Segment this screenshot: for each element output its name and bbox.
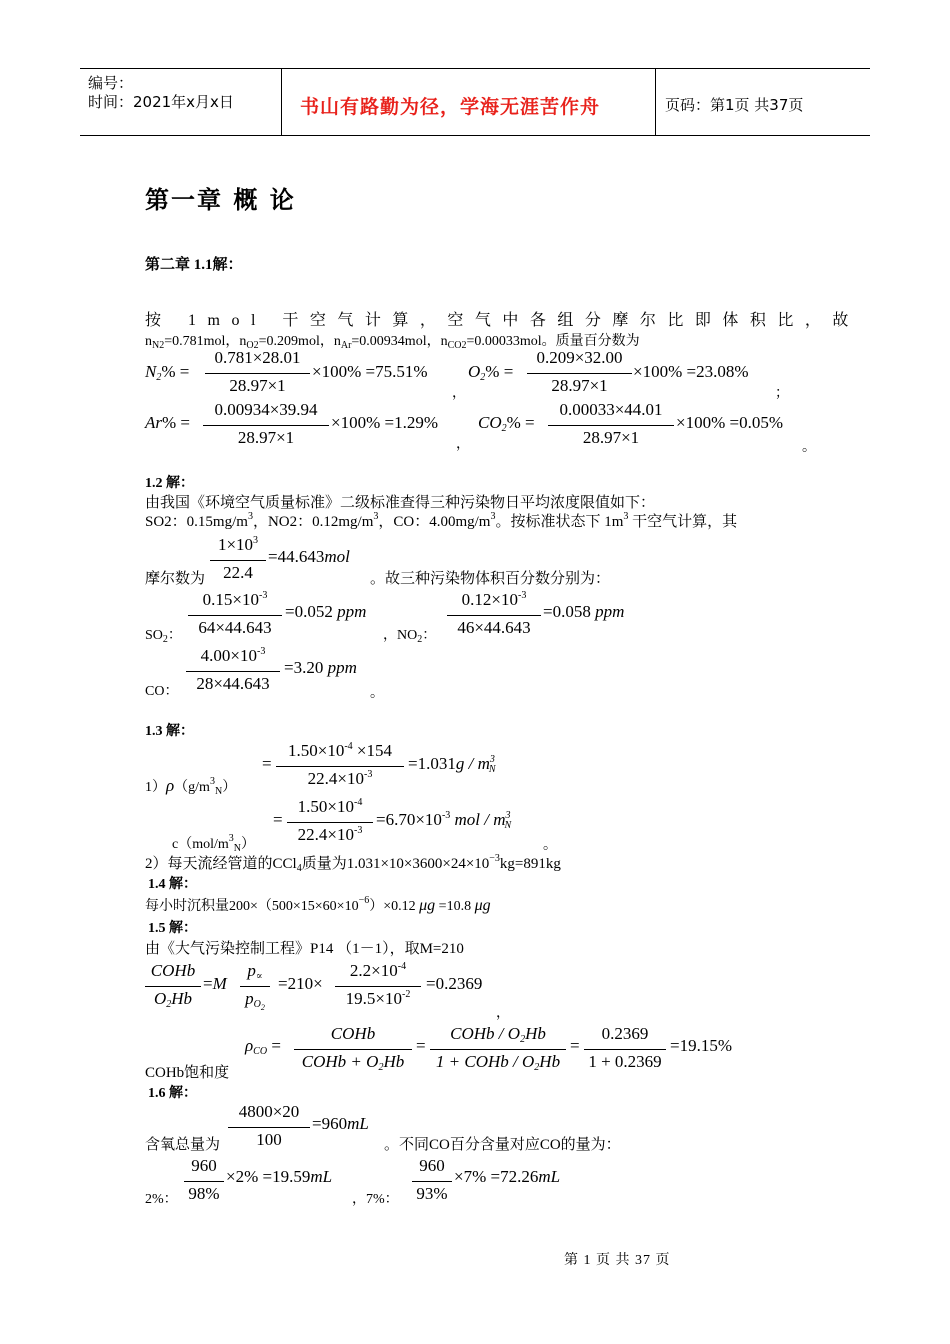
s12-line2: SO2：$0.15mg/m^3$，NO2：$0.12mg/m^3$，CO：$4.00mg/m^3$。按标准状态下 $1m^3$ 干空气计算，其: [145, 511, 738, 530]
fraction-bar: [184, 1181, 224, 1182]
eq-co-rhs: =3.20 ppm: [284, 658, 357, 677]
eq-equals: =: [262, 754, 272, 773]
punct-comma: ，: [452, 386, 466, 401]
eq-c-rhs: $=6.70\times 10^{-3}$ mol / $m^3_N$: [376, 810, 512, 831]
s13-title: 1.3 解：: [145, 724, 194, 739]
eq-oxy-numerator: 4800×20: [238, 1102, 300, 1121]
eq-p2-denominator: 98%: [188, 1184, 220, 1203]
s16-title: 1.6 解：: [148, 1086, 197, 1101]
eq-so2-denominator: 64×44.643: [198, 618, 272, 637]
fraction-bar: [203, 425, 329, 426]
s16-oxy-label: 含氧总量为: [145, 1137, 221, 1153]
fraction-bar: [430, 1049, 566, 1050]
s11-intro: 按 1mol 干空气计算，空气中各组分摩尔比即体积比，故: [145, 312, 860, 329]
fraction-bar: [527, 373, 632, 374]
punct-comma: ，: [456, 437, 470, 452]
eq-n2-denominator: 28.97×1: [229, 376, 286, 395]
s13-c-label: $c(mol/m^3_N)$: [172, 833, 256, 854]
eq-p7-fraction: [412, 1156, 452, 1208]
eq-equals: =: [570, 1036, 580, 1055]
eq-equals: =: [273, 810, 283, 829]
eq-n2-numerator: 0.781×28.01: [214, 348, 301, 367]
s15-sat-label: COHb饱和度: [145, 1065, 230, 1081]
eq-sat-fraction-1: [294, 1024, 412, 1076]
eq-co-denominator: 28×44.643: [196, 674, 270, 693]
eq-ratio-value-denominator: $19.5\times 10^{-2}$: [345, 989, 411, 1008]
eq-ar-lhs: Ar% =: [145, 413, 190, 432]
fraction-bar: [294, 1049, 412, 1050]
eq-no2-denominator: 46×44.643: [457, 618, 531, 637]
eq-co2-fraction: [548, 400, 674, 452]
eq-molar-denominator: 22.4: [223, 563, 253, 582]
eq-ratio-lhs-denominator: $O_2Hb$: [153, 989, 193, 1010]
eq-oxy-fraction: [228, 1102, 310, 1154]
eq-ratio-value-numerator: $2.2\times 10^{-4}$: [349, 961, 407, 980]
fraction-bar: [276, 766, 404, 767]
eq-rho-rhs: $=1.031g / m^3_N$: [408, 754, 496, 775]
eq-c-numerator: $1.50\times 10^{-4}$: [297, 797, 363, 816]
eq-ar-denominator: 28.97×1: [237, 428, 295, 447]
page-footer: 第 1 页 共 37 页: [564, 1253, 671, 1268]
fraction-bar: [548, 425, 674, 426]
eq-o2-fraction: [527, 348, 632, 400]
eq-co-fraction: [186, 646, 280, 698]
s12-so2-label: $SO_2$：: [145, 628, 182, 645]
eq-molar-numerator: $1\times 10^3$: [217, 535, 259, 554]
eq-rho-numerator: $1.50\times 10^{-4} \times 154$: [287, 741, 393, 760]
eq-no2-numerator: $0.12\times 10^{-3}$: [461, 590, 527, 609]
eq-c-denominator: $22.4\times 10^{-3}$: [297, 825, 363, 844]
eq-sat-fraction-2: [430, 1024, 566, 1076]
s12-title: 1.2 解：: [145, 476, 194, 491]
s14-title: 1.4 解：: [148, 877, 197, 892]
eq-sat-numerator-2: COHb / $O_2Hb$: [450, 1024, 546, 1045]
fraction-bar: [447, 615, 541, 616]
header-divider-left: [281, 68, 282, 136]
eq-p2-numerator: 960: [191, 1156, 217, 1175]
s12-co-label: CO：: [145, 684, 179, 699]
eq-so2-rhs: =0.052 ppm: [285, 602, 367, 621]
eq-ratio-lhs-numerator: COHb: [150, 961, 196, 980]
s13-rho-label: $1)\rho(g/m^3_N)$: [145, 776, 237, 797]
header-divider-right: [655, 68, 656, 136]
eq-ar-fraction: [203, 400, 329, 452]
eq-n2-lhs: $N_2\%$ =: [145, 362, 190, 383]
s12-line1: 由我国《环境空气质量标准》二级标准查得三种污染物日平均浓度限值如下：: [145, 495, 656, 511]
eq-no2-rhs: =0.058 ppm: [543, 602, 625, 621]
eq-sat-denominator-3: 1 + 0.2369: [588, 1052, 662, 1071]
header-page-info: 页码：第1页 共37页: [665, 96, 804, 114]
eq-p2-rhs: ×2% =19.59mL: [226, 1167, 333, 1186]
eq-o2-lhs: $O_2\%$ =: [468, 362, 514, 383]
fraction-bar: [186, 671, 280, 672]
eq-co2-numerator: 0.00033×44.01: [559, 400, 663, 419]
fraction-bar: [205, 373, 310, 374]
eq-sat-numerator-1: COHb: [330, 1024, 376, 1043]
fraction-bar: [584, 1049, 666, 1050]
s13-c-tail: 。: [543, 838, 557, 853]
eq-rho-denominator: $22.4\times 10^{-3}$: [307, 769, 373, 788]
eq-molar-rhs: =44.643mol: [268, 547, 350, 566]
fraction-bar: [145, 986, 201, 987]
fraction-bar: [210, 560, 266, 561]
eq-o2-numerator: 0.209×32.00: [536, 348, 623, 367]
eq-ratio-lhs-fraction: [145, 961, 201, 1013]
eq-oxy-denominator: 100: [256, 1130, 282, 1149]
eq-sat-denominator-1: COHb + $O_2Hb$: [301, 1052, 405, 1073]
s14-line: 每小时沉积量$200\times(500\times 15\times 60\times 10^{-6})\times 0.12$ μg =10.8 μg: [145, 895, 491, 914]
eq-ratio-pressure-fraction: [240, 961, 270, 1013]
eq-ratio-m: =M: [203, 974, 227, 993]
eq-p7-numerator: 960: [419, 1156, 445, 1175]
fraction-bar: [287, 822, 373, 823]
eq-ratio-value-fraction: [335, 961, 421, 1013]
section-title: 第二章 1.1解：: [145, 257, 243, 273]
eq-rho-fraction: [276, 741, 404, 793]
header-bottom-rule: [80, 135, 870, 136]
fraction-bar: [240, 986, 270, 987]
s16-p2-label: 2%：: [145, 1192, 178, 1207]
eq-p7-rhs: ×7% =72.26mL: [454, 1167, 561, 1186]
eq-sat-numerator-3: 0.2369: [601, 1024, 649, 1043]
fraction-bar: [412, 1181, 452, 1182]
s16-p7-label: ，7%：: [352, 1192, 399, 1207]
fraction-bar: [188, 615, 282, 616]
fraction-bar: [228, 1127, 310, 1128]
eq-sat-rhs: =19.15%: [670, 1036, 732, 1055]
s15-line: 由《大气污染控制工程》P14 （1－1），取M=210: [145, 941, 464, 957]
punct-comma: ，: [496, 1006, 510, 1021]
eq-ar-rhs: ×100% =1.29%: [331, 413, 438, 432]
s12-co-tail: 。: [370, 686, 384, 701]
s16-oxy-tail: 。不同CO百分含量对应CO的量为：: [384, 1137, 621, 1153]
eq-o2-denominator: 28.97×1: [551, 376, 608, 395]
eq-no2-fraction: [447, 590, 541, 642]
eq-p7-denominator: 93%: [416, 1184, 448, 1203]
eq-ratio-p-numerator: $p_\propto$: [247, 961, 263, 982]
eq-ratio-rhs: =0.2369: [426, 974, 483, 993]
eq-sat-fraction-3: [584, 1024, 666, 1076]
s13-line2: 2）每天流经管道的CCl$_4$质量为$1.031\times 10\times 3600\times 24\times 10^{-3}kg=891kg$: [145, 853, 561, 874]
eq-c-fraction: [287, 797, 373, 849]
chapter-title: 第一章 概 论: [145, 186, 296, 214]
s12-no2-label: ，$NO_2$：: [383, 628, 437, 645]
fraction-bar: [335, 986, 421, 987]
eq-n2-rhs: ×100% =75.51%: [312, 362, 428, 381]
eq-so2-numerator: $0.15\times 10^{-3}$: [202, 590, 268, 609]
eq-co-numerator: $4.00\times 10^{-3}$: [200, 646, 266, 665]
s12-molar-label: 摩尔数为: [145, 571, 206, 587]
header-top-rule: [80, 68, 870, 69]
eq-ratio-p-denominator: $p_{O_2}$: [245, 989, 265, 1012]
eq-o2-rhs: ×100% =23.08%: [633, 362, 749, 381]
s12-molar-tail: 。故三种污染物体积百分数分别为：: [370, 571, 611, 587]
eq-equals: =: [416, 1036, 426, 1055]
eq-sat-denominator-2: 1 + COHb / $O_2Hb$: [435, 1052, 561, 1073]
s11-n-values: $n_{N2}=0.781mol$，$n_{O2}=0.209mol$，$n_{Ar}=0.00934mol$，$n_{CO2}=0.00033mol$。质量百分数为: [145, 334, 640, 351]
eq-co2-rhs: ×100% =0.05%: [676, 413, 783, 432]
eq-ar-numerator: 0.00934×39.94: [214, 400, 318, 419]
header-number-label: 编号：: [88, 74, 134, 92]
eq-co2-lhs: $CO_2\%$ =: [478, 413, 535, 434]
eq-n2-fraction: [205, 348, 310, 400]
punct-semicolon: ；: [775, 386, 789, 401]
eq-co2-denominator: 28.97×1: [582, 428, 640, 447]
eq-oxy-rhs: =960mL: [312, 1114, 369, 1133]
header-slogan: 书山有路勤为径，学海无涯苦作舟: [300, 96, 601, 118]
eq-p2-fraction: [184, 1156, 224, 1208]
eq-so2-fraction: [188, 590, 282, 642]
header-time-label: 时间：2021年x月x日: [88, 93, 234, 111]
eq-ratio-mid: =210×: [278, 974, 323, 993]
eq-sat-lhs: $\rho_{CO}$ =: [245, 1036, 281, 1057]
s15-title: 1.5 解：: [148, 921, 197, 936]
eq-molar-fraction: [210, 535, 266, 587]
punct-period: 。: [802, 440, 816, 455]
